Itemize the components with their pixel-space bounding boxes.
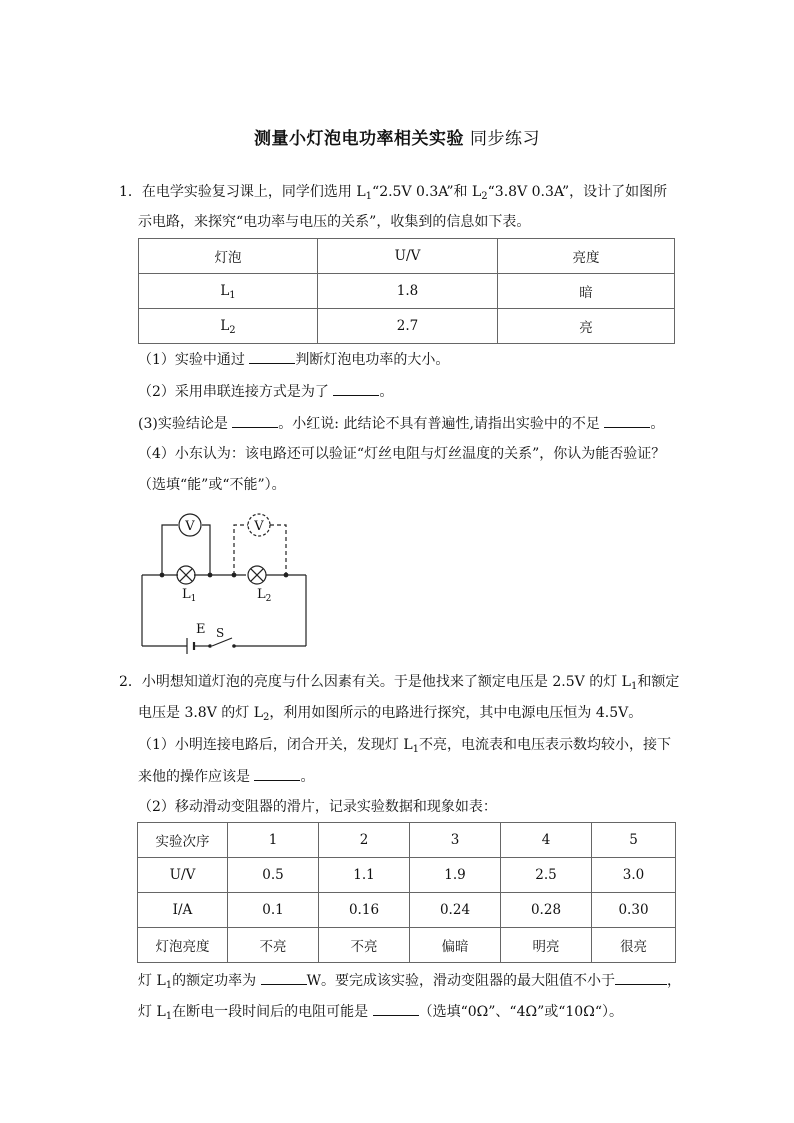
q1-text: “2.5V 0.3A”和 L xyxy=(372,184,482,200)
table-header: U/V xyxy=(318,239,498,274)
circuit-diagram xyxy=(130,505,330,655)
title-main: 测量小灯泡电功率相关实验 xyxy=(254,129,465,149)
battery-label: E xyxy=(196,622,206,637)
table-cell: 0.5 xyxy=(228,858,319,893)
q1-table xyxy=(138,238,675,344)
q2-line2 xyxy=(138,703,642,723)
part-text: 灯 L xyxy=(138,1004,166,1020)
q2-part1 xyxy=(138,735,671,755)
part-text: （1）实验中通过 xyxy=(138,352,250,368)
q1-part2 xyxy=(138,381,393,402)
table-cell: 4 xyxy=(501,823,592,858)
q2-table xyxy=(137,822,676,963)
row-label: 实验次序 xyxy=(138,823,228,858)
wire-dashed xyxy=(270,525,286,575)
table-cell: 1.8 xyxy=(318,274,498,309)
answer-blank[interactable] xyxy=(232,413,278,428)
q2-text: 小明想知道灯泡的亮度与什么因素有关。于是他找来了额定电压是 2.5V 的灯 L xyxy=(141,674,631,690)
row-label: 灯泡亮度 xyxy=(138,928,228,963)
junction-dot xyxy=(160,573,165,578)
table-cell: 不亮 xyxy=(319,928,410,963)
table-cell: 0.28 xyxy=(501,893,592,928)
part-text: （选填“0Ω”、“4Ω”或“10Ω“）。 xyxy=(418,1004,623,1020)
q2-text: ，利用如图所示的电路进行探究，其中电源电压恒为 4.5V。 xyxy=(269,705,643,721)
wire-dashed xyxy=(234,525,248,575)
table-cell: 0.1 xyxy=(228,893,319,928)
q2-number: 2． xyxy=(119,674,142,690)
junction-dot xyxy=(232,573,237,578)
table-row xyxy=(138,858,676,893)
table-cell: 0.30 xyxy=(592,893,676,928)
part-text: W。要完成该实验，滑动变阻器的最大阻值不小于 xyxy=(306,973,615,989)
table-header: 灯泡 xyxy=(139,239,318,274)
q1-part1 xyxy=(138,349,449,370)
table-cell: 不亮 xyxy=(228,928,319,963)
q1-sub: 2 xyxy=(481,191,488,202)
table-cell: 1 xyxy=(228,823,319,858)
bulb-label: L xyxy=(220,318,230,334)
q1-line1 xyxy=(119,182,667,202)
q2-sub: 2 xyxy=(263,712,270,723)
q1-text: 在电学实验复习课上，同学们选用 L xyxy=(141,184,366,200)
q2-text: 电压是 3.8V 的灯 L xyxy=(138,705,264,721)
part-text: 。 xyxy=(300,769,315,785)
q1-line2: 示电路，来探究“电功率与电压的关系”，收集到的信息如下表。 xyxy=(138,214,531,230)
table-cell: 0.24 xyxy=(410,893,501,928)
table-cell: 偏暗 xyxy=(410,928,501,963)
table-cell: 1.9 xyxy=(410,858,501,893)
table-cell: 暗 xyxy=(498,274,675,309)
table-header-row xyxy=(139,239,675,274)
part-text: ， xyxy=(666,973,681,989)
part-text: （1）小明连接电路后，闭合开关，发现灯 L xyxy=(138,737,413,753)
part-text: 的额定功率为 xyxy=(172,973,261,989)
answer-blank[interactable] xyxy=(615,970,667,985)
switch-contact xyxy=(208,644,212,648)
q2-part1-cont xyxy=(138,766,314,787)
q2-end1 xyxy=(138,970,681,991)
q1-text: “3.8V 0.3A”，设计了如图所 xyxy=(487,184,668,200)
lamp-label xyxy=(257,587,271,604)
lamp-label-sub: 2 xyxy=(265,594,272,604)
answer-blank[interactable] xyxy=(254,766,300,781)
table-cell: 亮 xyxy=(498,309,675,344)
bulb-sub: 1 xyxy=(229,290,236,301)
table-cell: 2 xyxy=(319,823,410,858)
table-cell: 明亮 xyxy=(501,928,592,963)
table-cell: 0.16 xyxy=(319,893,410,928)
answer-blank[interactable] xyxy=(261,970,307,985)
table-cell xyxy=(139,309,318,344)
table-row xyxy=(138,893,676,928)
switch-label: S xyxy=(216,626,225,640)
table-row xyxy=(138,823,676,858)
row-label: I/A xyxy=(138,893,228,928)
table-cell xyxy=(139,274,318,309)
table-cell: 很亮 xyxy=(592,928,676,963)
part-text: 。小红说: 此结论不具有普遍性,请指出实验中的不足 xyxy=(278,416,605,432)
part-text: 。 xyxy=(650,416,665,432)
table-row xyxy=(139,309,675,344)
q2-end2 xyxy=(138,1001,623,1022)
table-row xyxy=(138,928,676,963)
answer-blank[interactable] xyxy=(333,381,379,396)
table-header: 亮度 xyxy=(498,239,675,274)
q1-number: 1． xyxy=(119,184,142,200)
q2-text: 和额定 xyxy=(637,674,680,690)
row-label: U/V xyxy=(138,858,228,893)
wire xyxy=(202,525,210,575)
table-cell: 5 xyxy=(592,823,676,858)
q1-part4-hint: （选填“能”或“不能”）。 xyxy=(138,477,286,493)
q1-part4: （4）小东认为：该电路还可以验证“灯丝电阻与灯丝温度的关系”，你认为能否验证？ xyxy=(138,446,666,462)
part-text: 判断灯泡电功率的大小。 xyxy=(295,352,450,368)
q2-sub: 1 xyxy=(630,681,638,692)
lamp-label xyxy=(182,587,196,604)
table-cell: 2.7 xyxy=(318,309,498,344)
title-sub: 同步练习 xyxy=(464,129,540,149)
answer-blank[interactable] xyxy=(249,349,295,364)
part-sub: 1 xyxy=(165,980,173,991)
table-row xyxy=(139,274,675,309)
bulb-sub: 2 xyxy=(229,325,236,336)
switch-contact xyxy=(232,644,236,648)
part-text: (3)实验结论是 xyxy=(138,416,233,432)
part-sub: 1 xyxy=(165,1011,173,1022)
junction-dot xyxy=(208,573,213,578)
q2-part2: （2）移动滑动变阻器的滑片，记录实验数据和现象如表： xyxy=(138,799,497,815)
part-text: 灯 L xyxy=(138,973,166,989)
lamp-label-text: L xyxy=(257,587,266,602)
part-sub: 1 xyxy=(412,744,420,755)
part-text: 来他的操作应该是 xyxy=(138,769,255,785)
part-text: （2）采用串联连接方式是为了 xyxy=(138,384,334,400)
q1-part3 xyxy=(138,413,664,434)
table-cell: 3.0 xyxy=(592,858,676,893)
lamp-label-sub: 1 xyxy=(190,594,197,604)
q2-line1 xyxy=(119,672,679,692)
page-title xyxy=(0,124,794,149)
q1-sub: 1 xyxy=(365,191,373,202)
lamp-label-text: L xyxy=(182,587,191,602)
voltmeter-label: V xyxy=(185,519,195,534)
part-text: 。 xyxy=(379,384,394,400)
answer-blank[interactable] xyxy=(373,1001,419,1016)
answer-blank[interactable] xyxy=(604,413,650,428)
bulb-label: L xyxy=(220,283,230,299)
junction-dot xyxy=(284,573,289,578)
table-cell: 3 xyxy=(410,823,501,858)
part-text: 在断电一段时间后的电阻可能是 xyxy=(172,1004,373,1020)
table-cell: 2.5 xyxy=(501,858,592,893)
table-cell: 1.1 xyxy=(319,858,410,893)
part-text: 不亮，电流表和电压表示数均较小，接下 xyxy=(419,737,672,753)
wire xyxy=(162,525,178,575)
voltmeter-label: V xyxy=(254,519,264,534)
